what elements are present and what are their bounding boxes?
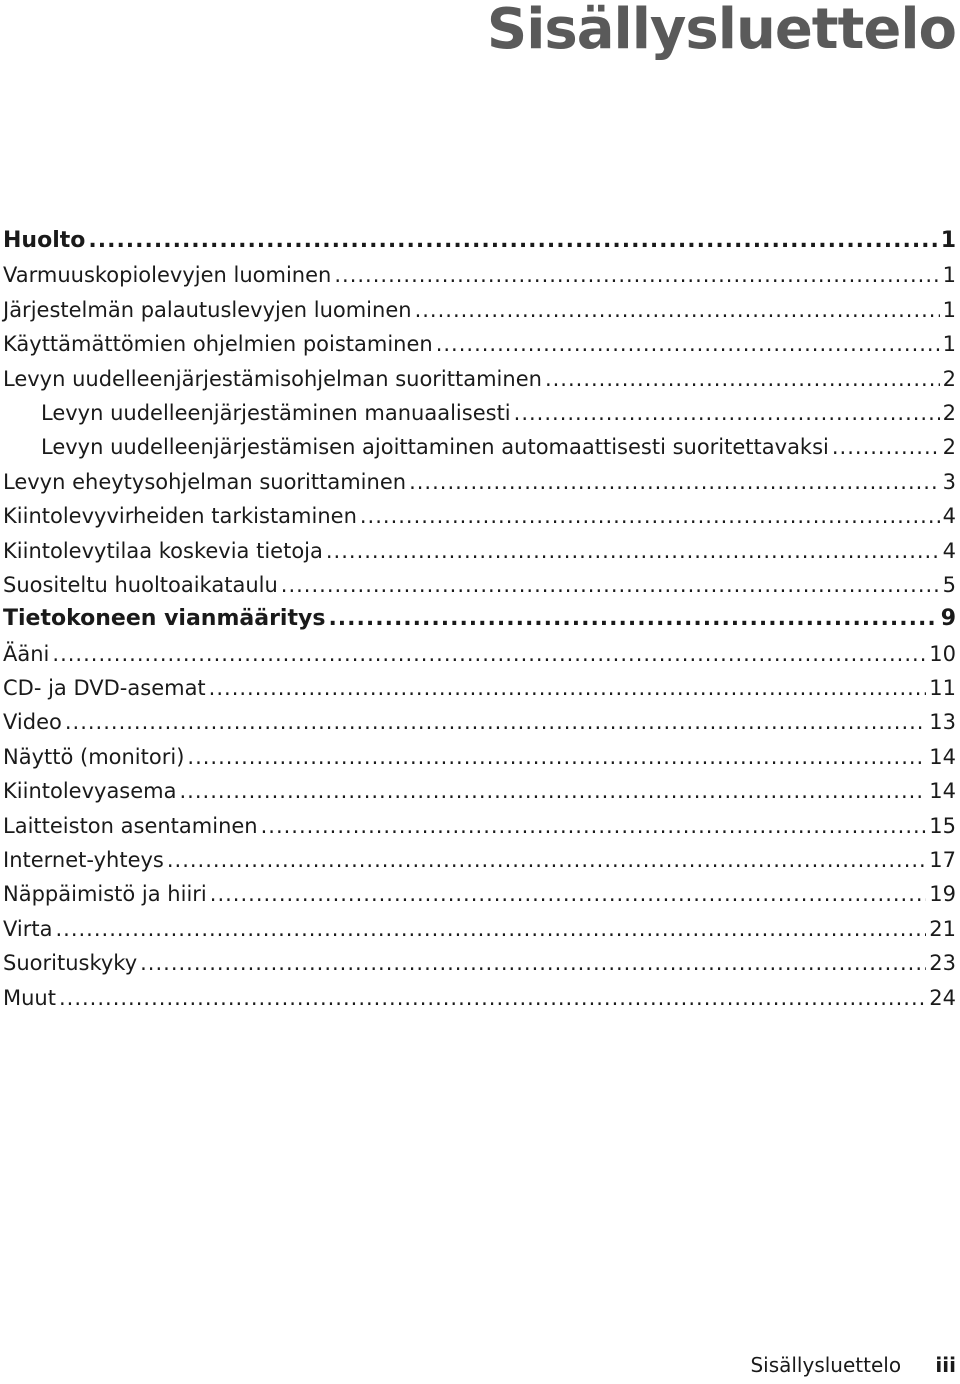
toc-dot-leader xyxy=(140,946,926,980)
toc-section-heading[interactable] xyxy=(0,224,958,258)
toc-entry-page-number: 23 xyxy=(929,951,956,976)
toc-dot-leader xyxy=(436,327,940,361)
table-of-contents xyxy=(0,224,958,1015)
toc-entry-label: Tietokoneen vianmääritys xyxy=(3,606,326,632)
toc-entry-label: Virta xyxy=(3,916,53,941)
toc-entry-label: Huolto xyxy=(3,228,86,253)
toc-dot-leader xyxy=(187,740,926,774)
toc-dot-leader xyxy=(209,671,927,705)
page-footer xyxy=(750,1352,956,1378)
toc-entry-label: Laitteiston asentaminen xyxy=(3,813,258,838)
toc-entry[interactable] xyxy=(0,362,958,396)
toc-entry-label: CD- ja DVD-asemat xyxy=(3,676,206,701)
toc-entry[interactable] xyxy=(0,534,958,568)
toc-entry-label: Ääni xyxy=(3,641,50,666)
toc-entry[interactable] xyxy=(0,946,958,980)
page-title: Sisällysluettelo xyxy=(486,0,956,62)
toc-entry-label: Järjestelmän palautuslevyjen luominen xyxy=(3,297,412,322)
toc-entry-page-number: 1 xyxy=(940,228,956,253)
toc-dot-leader xyxy=(360,499,940,533)
toc-entry-page-number: 2 xyxy=(942,366,956,391)
toc-entry[interactable] xyxy=(0,430,958,464)
toc-dot-leader xyxy=(65,705,926,739)
toc-section-heading[interactable] xyxy=(0,602,958,636)
toc-entry-page-number: 17 xyxy=(929,848,956,873)
toc-entry-page-number: 13 xyxy=(929,710,956,735)
toc-dot-leader xyxy=(832,430,940,464)
toc-dot-leader xyxy=(409,465,940,499)
toc-entry-page-number: 1 xyxy=(942,332,956,357)
toc-entry-page-number: 21 xyxy=(929,916,956,941)
toc-dot-leader xyxy=(261,809,927,843)
footer-page-number: iii xyxy=(935,1353,956,1377)
toc-entry-page-number: 14 xyxy=(929,779,956,804)
toc-dot-leader xyxy=(545,362,940,396)
toc-entry-page-number: 9 xyxy=(940,606,956,632)
toc-entry[interactable] xyxy=(0,293,958,327)
toc-entry-label: Varmuuskopiolevyjen luominen xyxy=(3,263,332,288)
toc-entry[interactable] xyxy=(0,671,958,705)
toc-entry[interactable] xyxy=(0,258,958,292)
toc-dot-leader xyxy=(180,774,927,808)
toc-entry-label: Levyn eheytysohjelman suorittaminen xyxy=(3,469,407,494)
toc-entry-page-number: 19 xyxy=(929,882,956,907)
toc-dot-leader xyxy=(167,843,926,877)
toc-entry-page-number: 2 xyxy=(942,400,956,425)
toc-dot-leader xyxy=(326,534,940,568)
toc-entry-label: Video xyxy=(3,710,62,735)
toc-entry-label: Levyn uudelleenjärjestämisen ajoittaminen automaattisesti suoritettavaksi xyxy=(41,435,829,460)
toc-entry-label: Internet-yhteys xyxy=(3,848,164,873)
toc-entry[interactable] xyxy=(0,499,958,533)
toc-entry-page-number: 11 xyxy=(929,676,956,701)
toc-entry-page-number: 1 xyxy=(942,263,956,288)
toc-entry[interactable] xyxy=(0,981,958,1015)
toc-entry-label: Kiintolevyvirheiden tarkistaminen xyxy=(3,504,357,529)
toc-dot-leader xyxy=(514,396,940,430)
toc-entry-label: Levyn uudelleenjärjestäminen manuaalisesti xyxy=(41,400,511,425)
toc-entry-label: Käyttämättömien ohjelmien poistaminen xyxy=(3,332,433,357)
toc-entry[interactable] xyxy=(0,465,958,499)
toc-entry[interactable] xyxy=(0,568,958,602)
toc-dot-leader xyxy=(52,637,926,671)
toc-dot-leader xyxy=(415,293,940,327)
toc-entry[interactable] xyxy=(0,843,958,877)
toc-entry[interactable] xyxy=(0,327,958,361)
toc-entry-label: Muut xyxy=(3,985,56,1010)
toc-entry-page-number: 1 xyxy=(942,297,956,322)
toc-entry-page-number: 2 xyxy=(942,435,956,460)
toc-entry-label: Näyttö (monitori) xyxy=(3,744,185,769)
footer-section-name: Sisällysluettelo xyxy=(750,1353,902,1377)
toc-entry-page-number: 5 xyxy=(942,572,956,597)
toc-entry[interactable] xyxy=(0,740,958,774)
toc-dot-leader xyxy=(334,258,939,292)
toc-dot-leader xyxy=(59,981,926,1015)
toc-entry-page-number: 10 xyxy=(929,641,956,666)
toc-entry-label: Kiintolevytilaa koskevia tietoja xyxy=(3,538,323,563)
toc-entry-label: Kiintolevyasema xyxy=(3,779,177,804)
toc-entry[interactable] xyxy=(0,705,958,739)
toc-entry[interactable] xyxy=(0,396,958,430)
toc-dot-leader xyxy=(210,877,927,911)
toc-entry[interactable] xyxy=(0,912,958,946)
toc-dot-leader xyxy=(328,602,937,636)
toc-entry-label: Suorituskyky xyxy=(3,951,138,976)
toc-entry[interactable] xyxy=(0,809,958,843)
toc-entry-label: Näppäimistö ja hiiri xyxy=(3,882,207,907)
toc-entry-page-number: 3 xyxy=(942,469,956,494)
toc-entry[interactable] xyxy=(0,774,958,808)
toc-entry-label: Levyn uudelleenjärjestämisohjelman suorittaminen xyxy=(3,366,542,391)
toc-dot-leader xyxy=(281,568,940,602)
toc-dot-leader xyxy=(55,912,926,946)
toc-entry[interactable] xyxy=(0,877,958,911)
toc-entry-page-number: 15 xyxy=(929,813,956,838)
toc-entry-page-number: 14 xyxy=(929,744,956,769)
toc-entry-page-number: 4 xyxy=(942,538,956,563)
toc-dot-leader xyxy=(88,224,937,258)
toc-entry-page-number: 4 xyxy=(942,504,956,529)
toc-entry-label: Suositeltu huoltoaikataulu xyxy=(3,572,278,597)
toc-entry-page-number: 24 xyxy=(929,985,956,1010)
toc-entry[interactable] xyxy=(0,637,958,671)
